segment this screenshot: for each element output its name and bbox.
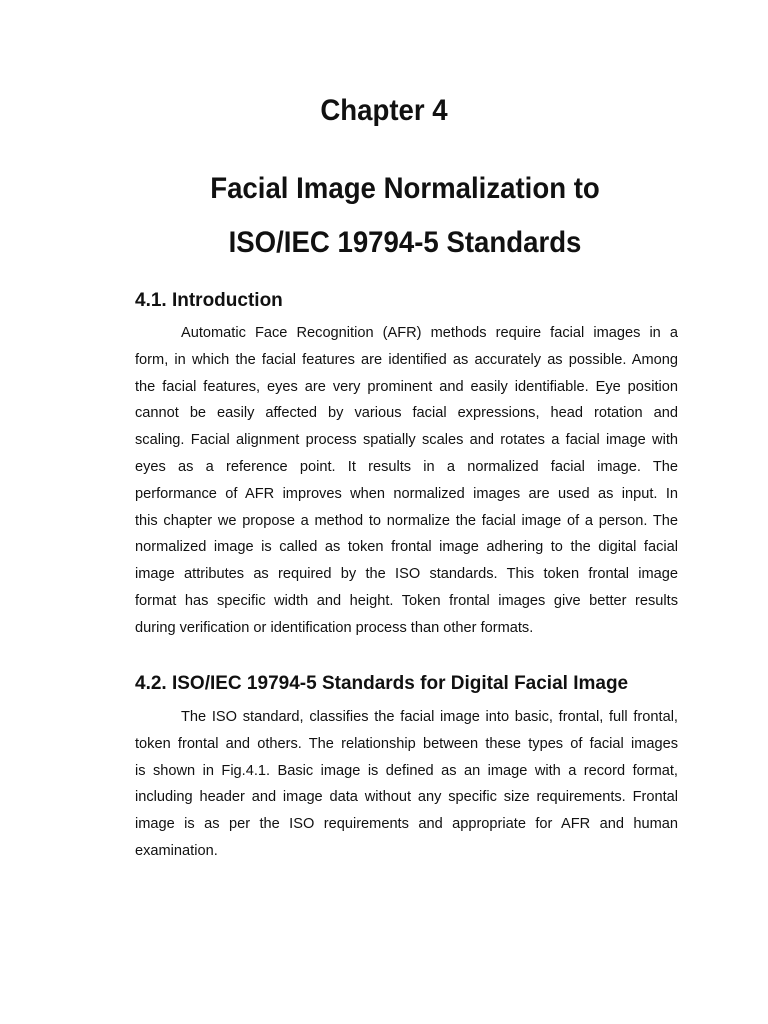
paragraph-line: examination. [135, 842, 218, 859]
paragraph-line: format has specific width and height. Token frontal images give better results [135, 592, 678, 609]
paragraph-iso-standards [135, 704, 678, 865]
paragraph-line: form, in which the facial features are identified as accurately as possible. Among [135, 351, 678, 368]
paragraph-line: eyes as a reference point. It results in a normalized facial image. The [135, 458, 678, 475]
paragraph-line: image attributes as required by the ISO standards. This token frontal image [135, 566, 678, 583]
chapter-title [32, 162, 768, 270]
chapter-title-line-2: ISO/IEC 19794-5 Standards [228, 226, 582, 259]
paragraph-line: performance of AFR improves when normalized images are used as input. In [135, 485, 678, 502]
paragraph-line: token frontal and others. The relationship between these types of facial images [135, 735, 678, 752]
paragraph-line: normalized image is called as token frontal image adhering to the digital facial [135, 539, 678, 556]
chapter-title-line-1: Facial Image Normalization to [210, 172, 600, 205]
paragraph-line: this chapter we propose a method to normalize the facial image of a person. The [135, 512, 678, 529]
paragraph-introduction [135, 320, 678, 642]
paragraph-line: cannot be easily affected by various facial expressions, head rotation and [135, 405, 678, 422]
paragraph-line: is shown in Fig.4.1. Basic image is defined as an image with a record format, [135, 762, 678, 779]
paragraph-line: image is as per the ISO requirements and appropriate for AFR and human [135, 816, 678, 833]
paragraph-line: including header and image data without any specific size requirements. Frontal [135, 789, 678, 806]
section-heading-iso-standards: 4.2. ISO/IEC 19794-5 Standards for Digital Facial Image [135, 673, 629, 694]
paragraph-line: the facial features, eyes are very prominent and easily identifiable. Eye position [135, 378, 678, 395]
paragraph-line: scaling. Facial alignment process spatially scales and rotates a facial image with [135, 432, 678, 449]
chapter-label: Chapter 4 [320, 94, 448, 127]
paragraph-line: during verification or identification process than other formats. [135, 619, 534, 636]
section-heading-introduction: 4.1. Introduction [135, 290, 283, 311]
paragraph-line: The ISO standard, classifies the facial image into basic, frontal, full frontal, [181, 709, 678, 725]
paragraph-line: Automatic Face Recognition (AFR) methods require facial images in a [181, 325, 678, 341]
